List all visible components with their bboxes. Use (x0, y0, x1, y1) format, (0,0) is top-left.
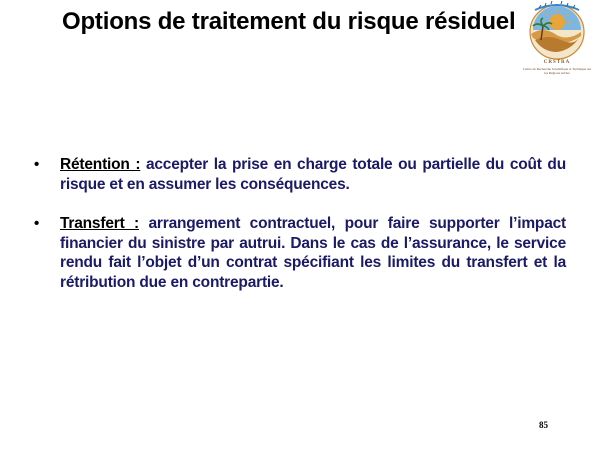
bullet-list (34, 155, 566, 312)
bullet-retention (34, 155, 566, 194)
bullet-transfert (34, 214, 566, 292)
bullet-text: accepter la prise en charge totale ou partielle du coût du risque et en assumer les conséquences. (60, 156, 566, 193)
page-number: 85 (539, 420, 548, 430)
logo-name: CRSTRA (543, 60, 571, 65)
bullet-term: Rétention : (60, 156, 141, 173)
logo-subtitle: Centre de Recherche Scientifique et Technique sur les Régions Arides (522, 67, 592, 75)
bullet-term: Transfert : (60, 215, 139, 232)
bullet-dot-icon: • (34, 215, 40, 232)
bullet-dot-icon: • (34, 156, 40, 173)
crstra-logo-icon (521, 0, 593, 62)
crstra-logo (521, 0, 593, 92)
bullet-text: arrangement contractuel, pour faire supporter l’impact financier du sinistre par autrui. Dans le cas de l’assurance, le service rendu fait l’objet d’un contrat spécifiant les limites du transfert et la rétribution due en contrepartie. (60, 215, 567, 291)
slide-title: Options de traitement du risque résiduel (62, 8, 516, 35)
